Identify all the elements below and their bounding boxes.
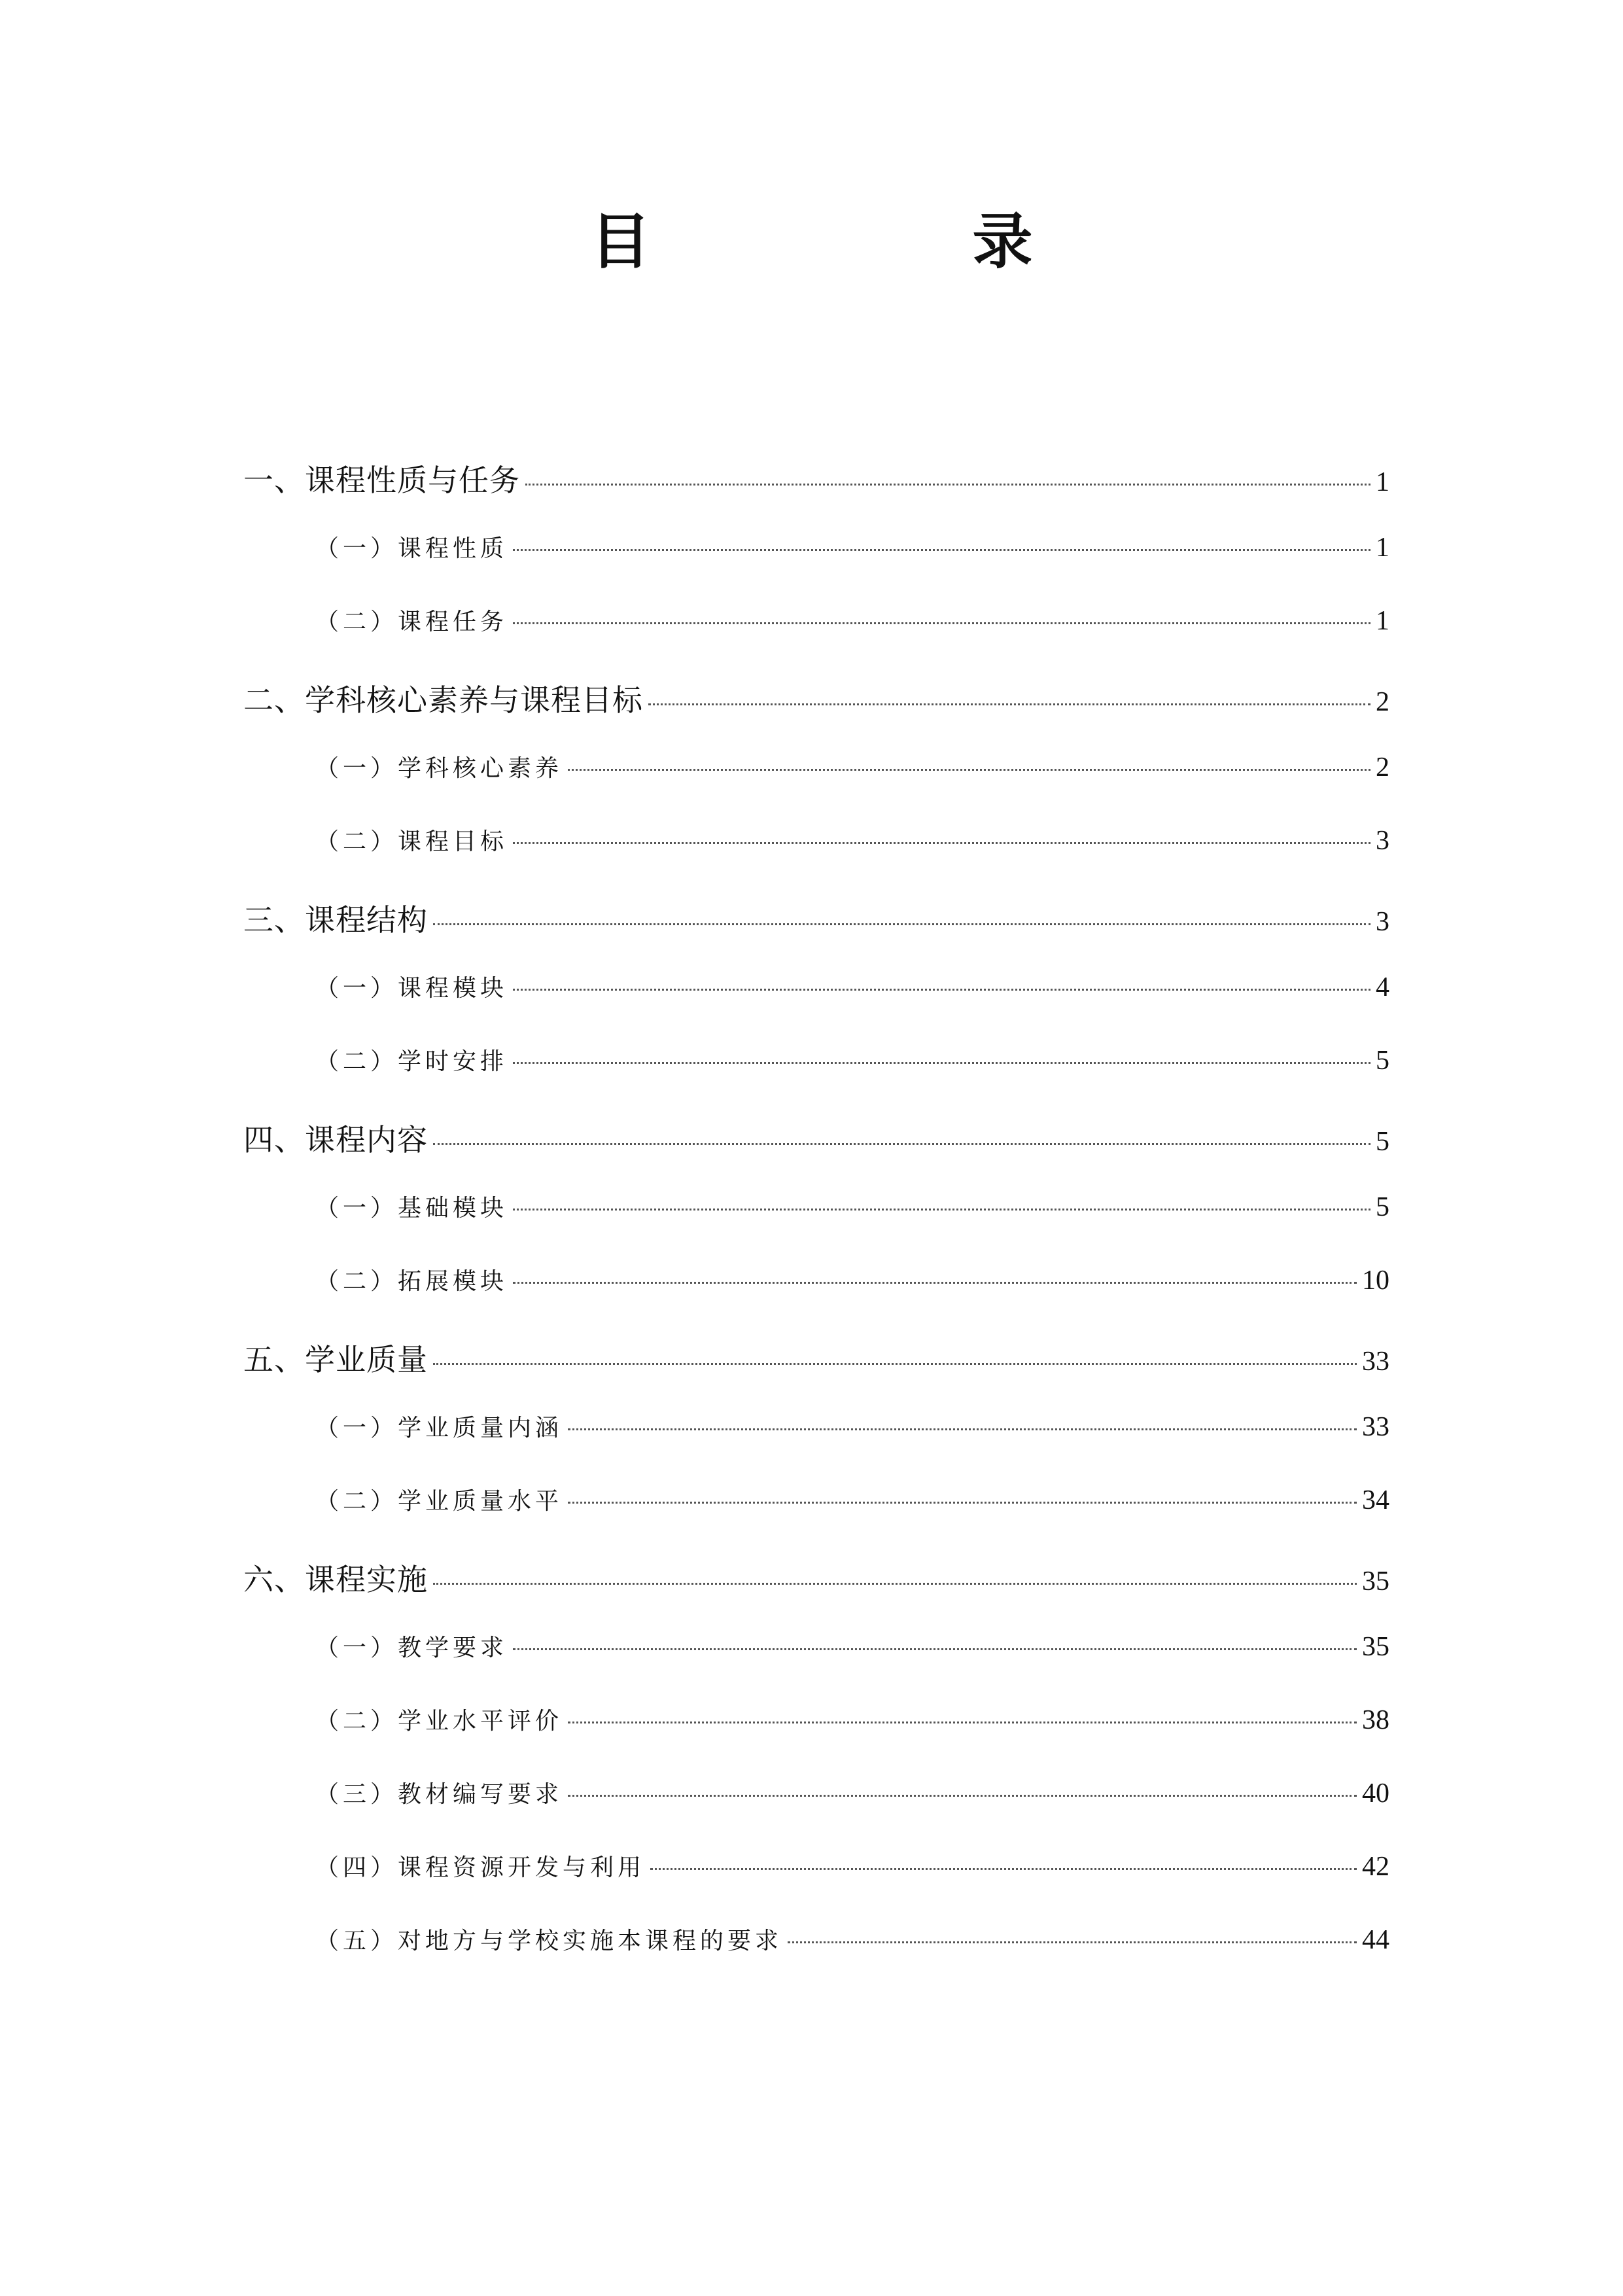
dot-leader [513,1062,1370,1064]
toc-entry [243,1336,1389,1409]
dot-leader [568,1502,1357,1504]
toc-entry-title: （二）学时安排 [315,1048,508,1075]
toc-page-number: 5 [1376,1046,1389,1076]
dot-leader [433,923,1370,925]
toc-entry-title: （二）学业水平评价 [315,1708,563,1735]
toc-page-number: 5 [1376,1192,1389,1222]
toc-entry-title: （二）学业质量水平 [315,1488,563,1515]
toc-subentry [243,1849,1389,1922]
toc-subentry [243,823,1389,896]
toc-page-number: 3 [1376,907,1389,937]
toc-subentry [243,1922,1389,1996]
toc-subentry [243,1190,1389,1263]
toc-entry [243,1556,1389,1629]
toc-page-number: 42 [1362,1852,1389,1882]
toc-subentry [243,1263,1389,1336]
dot-leader [650,1868,1357,1870]
dot-leader [513,1648,1357,1650]
toc-page-number: 1 [1376,533,1389,563]
dot-leader [568,1428,1357,1430]
dot-leader [648,703,1370,705]
toc-entry-title: 二、学科核心素养与课程目标 [243,682,643,718]
dot-leader [788,1941,1357,1943]
toc-entry-title: （二）课程目标 [315,828,508,855]
toc-entry-title: 五、学业质量 [243,1342,428,1377]
toc-page-number: 4 [1376,972,1389,1002]
dot-leader [513,622,1370,624]
toc-page-number: 2 [1376,687,1389,717]
toc-page-number: 3 [1376,826,1389,856]
toc-entry-title: 三、课程结构 [243,902,428,938]
page-title: 目 录 [590,207,1183,277]
toc-page-number: 33 [1362,1347,1389,1377]
toc-entry [243,896,1389,970]
dot-leader [568,1722,1357,1723]
dot-leader [513,989,1370,991]
toc-entry-title: （一）教学要求 [315,1634,508,1661]
toc-page-number: 1 [1376,467,1389,497]
toc-subentry [243,1409,1389,1483]
toc-page-number: 35 [1362,1566,1389,1597]
toc-entry-title: （五）对地方与学校实施本课程的要求 [315,1928,783,1954]
toc-page-number: 34 [1362,1485,1389,1515]
toc-subentry [243,1703,1389,1776]
toc-entry [243,457,1389,530]
toc-entry-title: （四）课程资源开发与利用 [315,1854,646,1881]
dot-leader [433,1363,1357,1365]
dot-leader [513,549,1370,551]
toc-page-number: 10 [1362,1265,1389,1296]
toc-entry-title: （三）教材编写要求 [315,1781,563,1808]
dot-leader [433,1143,1370,1145]
toc-entry-title: 四、课程内容 [243,1122,428,1157]
toc-entry-title: （一）基础模块 [315,1195,508,1222]
toc-entry [243,677,1389,750]
toc-entry-title: 六、课程实施 [243,1562,428,1597]
dot-leader [513,1209,1370,1210]
dot-leader [525,484,1370,486]
toc-entry-title: （二）课程任务 [315,609,508,635]
toc-page-number: 38 [1362,1705,1389,1735]
toc-subentry [243,1483,1389,1556]
toc-entry-title: （一）课程模块 [315,975,508,1002]
toc-subentry [243,1629,1389,1703]
toc-entry-title: （二）拓展模块 [315,1268,508,1295]
toc-page-number: 40 [1362,1778,1389,1809]
toc-page-number: 5 [1376,1127,1389,1157]
dot-leader [513,842,1370,844]
toc-page-number: 33 [1362,1412,1389,1442]
toc-subentry [243,1043,1389,1116]
toc-page-number: 44 [1362,1925,1389,1955]
toc-subentry [243,750,1389,823]
toc-subentry [243,530,1389,603]
toc-page-number: 35 [1362,1632,1389,1662]
toc-page-number: 1 [1376,606,1389,636]
toc-subentry [243,970,1389,1043]
toc-page-number: 2 [1376,752,1389,783]
toc-entry-title: （一）课程性质 [315,535,508,562]
toc-subentry [243,603,1389,677]
toc-subentry [243,1776,1389,1849]
table-of-contents [243,457,1389,1996]
dot-leader [568,1795,1357,1797]
dot-leader [513,1282,1357,1284]
toc-entry-title: 一、课程性质与任务 [243,463,520,498]
toc-entry-title: （一）学科核心素养 [315,755,563,782]
toc-entry-title: （一）学业质量内涵 [315,1415,563,1441]
dot-leader [568,769,1370,771]
toc-entry [243,1116,1389,1190]
dot-leader [433,1583,1357,1585]
